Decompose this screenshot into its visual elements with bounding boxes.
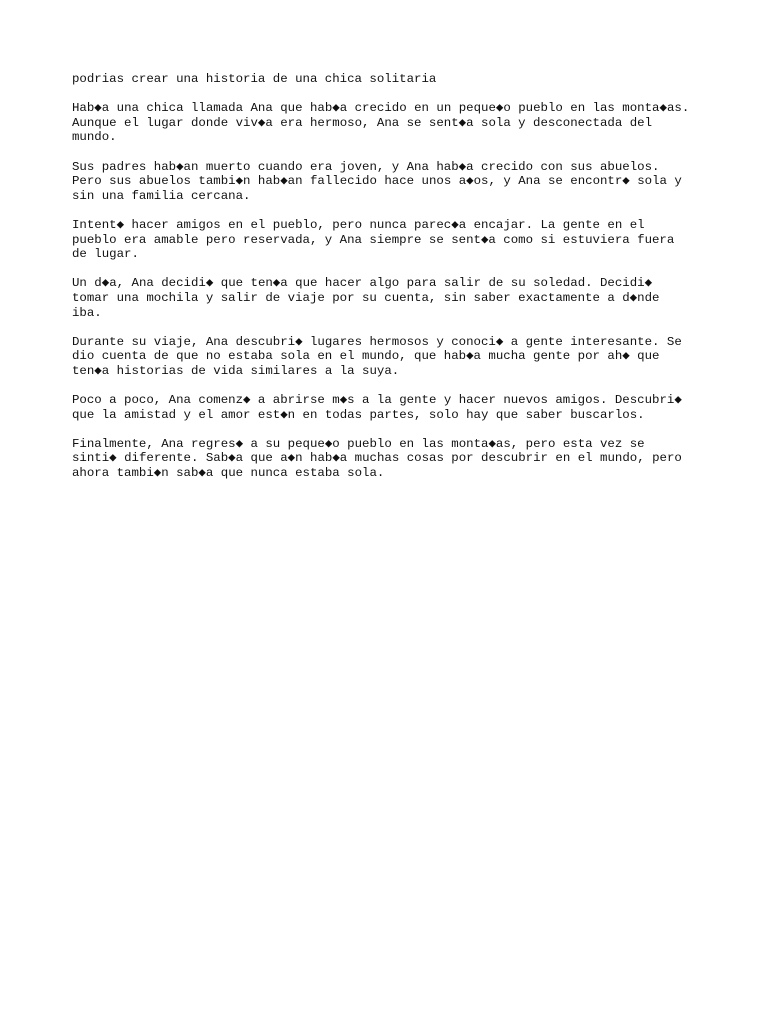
paragraph-3: Intent◆ hacer amigos en el pueblo, pero nunca parec◆a encajar. La gente en el pueblo era amable pero reservada, y Ana siempre se sent◆a como si estuviera fuera de lugar.	[72, 217, 675, 262]
paragraph-6: Poco a poco, Ana comenz◆ a abrirse m◆s a la gente y hacer nuevos amigos. Descubri◆ que la amistad y el amor est◆n en todas partes, solo hay que saber buscarlos.	[72, 393, 682, 422]
paragraph-5: Durante su viaje, Ana descubri◆ lugares hermosos y conoci◆ a gente interesante. Se dio cuenta de que no estaba sola en el mundo, que hab◆a mucha gente por ah◆ que ten◆a historias de vida similares a la suya.	[72, 334, 682, 378]
paragraph-7: Finalmente, Ana regres◆ a su peque◆o pueblo en las monta◆as, pero esta vez se sinti◆ diferente. Sab◆a que a◆n hab◆a muchas cosas por descubrir en el mundo, pero ahora tambi◆n sab◆a que nunca estaba sola.	[72, 436, 682, 481]
paragraph-2: Sus padres hab◆an muerto cuando era joven, y Ana hab◆a crecido con sus abuelos. Pero sus abuelos tambi◆n hab◆an fallecido hace unos a◆os, y Ana se encontr◆ sola y sin una familia cercana.	[72, 159, 682, 203]
document-page	[72, 72, 712, 495]
paragraph-1: Hab◆a una chica llamada Ana que hab◆a crecido en un peque◆o pueblo en las monta◆as. Aunque el lugar donde viv◆a era hermoso, Ana se sent◆a sola y desconectada del mundo.	[72, 101, 690, 145]
paragraph-4: Un d◆a, Ana decidi◆ que ten◆a que hacer algo para salir de su soledad. Decidi◆ tomar una mochila y salir de viaje por su cuenta, sin saber exactamente a d◆nde iba.	[72, 276, 660, 320]
document-title: podrias crear una historia de una chica solitaria	[72, 72, 437, 86]
